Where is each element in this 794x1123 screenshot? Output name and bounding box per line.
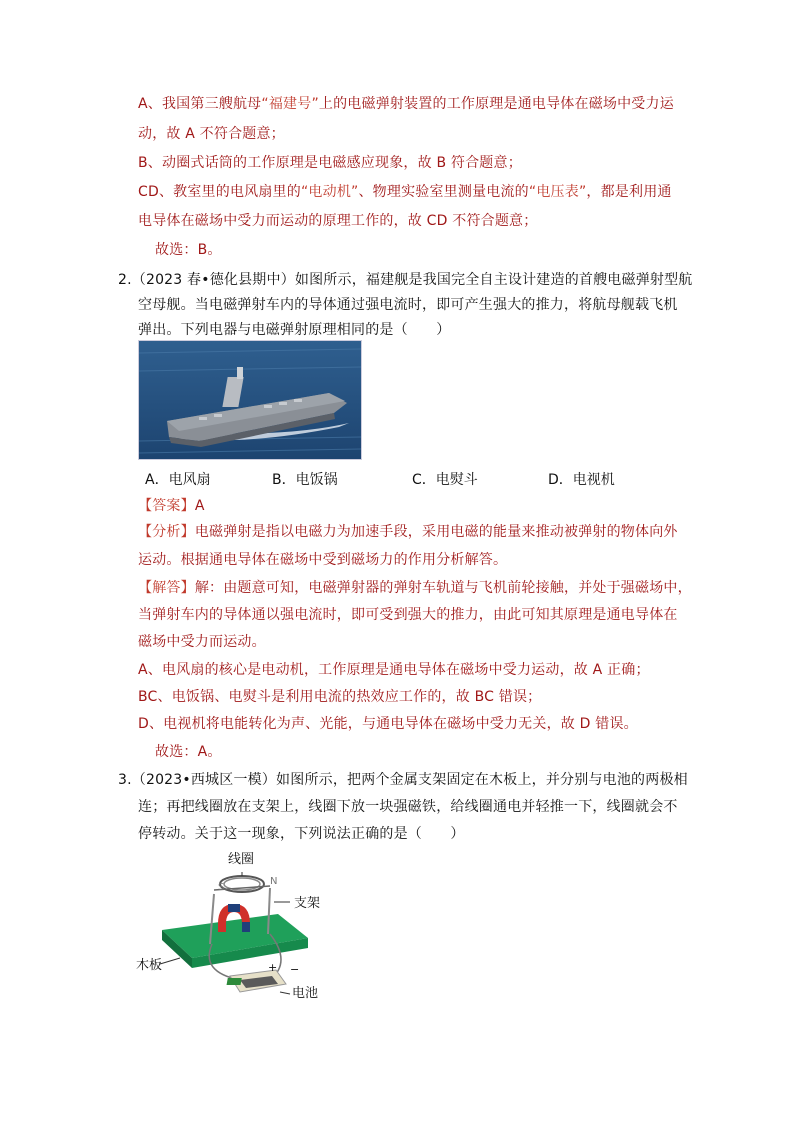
label-battery: 电池 [292,986,319,1001]
answer-line [138,496,205,516]
solution-option-a-cont: 动，故 A 不符合题意； [138,126,285,142]
analysis-tag: 【分析】 [138,524,195,540]
aircraft-carrier-image [138,340,362,460]
label-plus: + [268,961,278,974]
solution-tag: 【解答】 [138,580,195,596]
text: 解：由题意可知，电磁弹射器的弹射车轨道与飞机前轮接触，并处于强磁场中， [194,580,692,596]
solution-option-bc: BC、电饭锅、电熨斗是利用电流的热效应工作的，故 BC 错误； [138,689,542,705]
solution-option-a-line [138,94,674,114]
solution-line3: 磁场中受力而运动。 [138,634,266,650]
solution-option-cd-cont: 电导体在磁场中受力而运动的原理工作的，故 CD 不符合题意； [138,213,538,229]
text: A、我国第三艘航母 [138,96,262,112]
answer-value: A [194,498,205,514]
text: CD、教室里的电风扇里的 [138,184,301,200]
text: 上的电磁弹射装置的工作原理是通电导体在磁场中受力运 [318,96,674,112]
label-n-pole: N [270,876,278,887]
text: ，都是利用通 [586,184,672,200]
text: 、物理实验室里测量电流的 [358,184,529,200]
solution-line2: 当弹射车内的导体通以强电流时，即可受到强大的推力，由此可知其原理是通电导体在 [138,607,678,623]
solution-option-b: B、动圈式话筒的工作原理是电磁感应现象，故 B 符合题意； [138,155,522,171]
label-minus: − [290,963,300,976]
option-d: D．电视机 [548,472,615,488]
text: 电磁弹射是指以电磁力为加速手段，采用电磁的能量来推动被弹射的物体向外 [194,524,678,540]
question-3-stem-line1: 3.（2023•西城区一模）如图所示，把两个金属支架固定在木板上，并分别与电池的两极相 [118,772,688,788]
solution-choice-2: 故选：A。 [155,744,222,760]
solution-option-a: A、电风扇的核心是电动机，工作原理是通电导体在磁场中受力运动，故 A 正确； [138,662,650,678]
solution-option-d: D、电视机将电能转化为声、光能，与通电导体在磁场中受力无关，故 D 错误。 [138,716,638,732]
label-stand: 支架 [294,896,321,911]
motor-experiment-figure [130,852,340,1022]
analysis-line2: 运动。根据通电导体在磁场中受到磁场力的作用分析解答。 [138,552,508,568]
question-2-stem-line3: 弹出。下列电器与电磁弹射原理相同的是（ ） [138,322,451,338]
question-2-stem-line1: 2.（2023 春•德化县期中）如图所示，福建舰是我国完全自主设计建造的首艘电磁弹射型航 [118,272,693,288]
label-s-pole: S [218,882,225,893]
question-2-stem-line2: 空母舰。当电磁弹射车内的导体通过强电流时，即可产生强大的推力，将航母舰载飞机 [138,297,678,313]
answer-tag: 【答案】 [138,498,195,514]
option-c: C．电熨斗 [412,472,478,488]
option-b: B．电饭锅 [272,472,338,488]
question-3-stem-line3: 停转动。关于这一现象，下列说法正确的是（ ） [138,826,465,842]
highlight-quote: “福建号” [261,96,319,112]
solution-choice: 故选：B。 [155,242,222,258]
label-coil: 线圈 [228,852,255,867]
option-a: A．电风扇 [145,472,211,488]
analysis-line1 [138,522,678,542]
label-board: 木板 [136,958,163,973]
solution-option-cd-line [138,182,672,202]
highlight-quote: “电动机” [300,184,359,200]
question-3-stem-line2: 连；再把线圈放在支架上，线圈下放一块强磁铁，给线圈通电并轻推一下，线圈就会不 [138,799,678,815]
aircraft-carrier-illustration [139,341,361,459]
solution-line1 [138,578,692,598]
highlight-quote: “电压表” [528,184,587,200]
